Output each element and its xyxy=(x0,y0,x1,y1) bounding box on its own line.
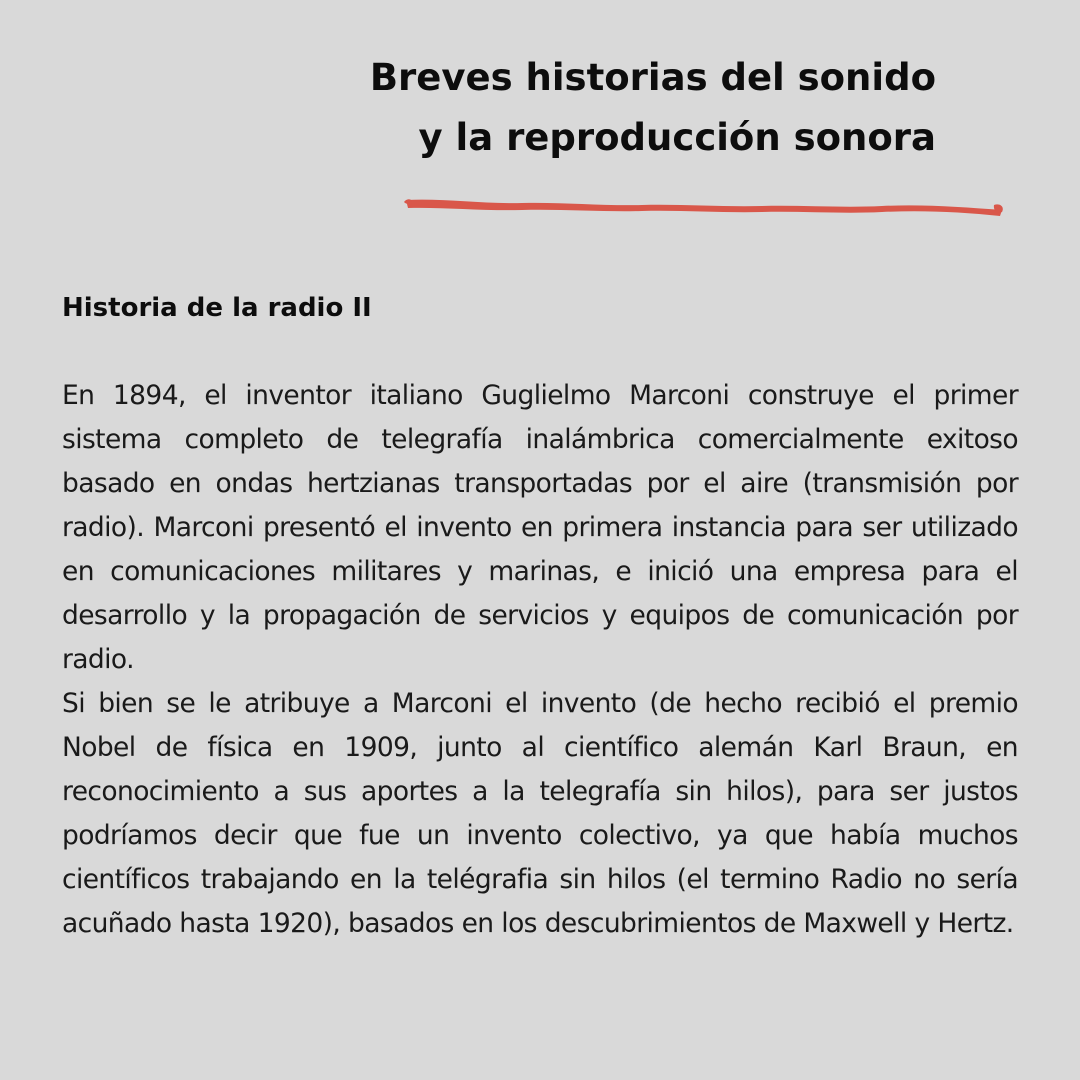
brush-stroke-path xyxy=(406,200,1002,216)
paragraph-2: Si bien se le atribuye a Marconi el invento (de hecho recibió el premio Nobel de física en 1909, junto al científico alemán Karl Braun, en reconocimiento a sus aportes a la telegrafía sin hilos), para ser justos podríamos decir que fue un invento colectivo, ya que había muchos científicos trabajando en la telégrafia sin hilos (el termino Radio no sería acuñado hasta 1920), basados en los descubrimientos de Maxwell y Hertz. xyxy=(62,688,1018,939)
paragraph-1: En 1894, el inventor italiano Guglielmo Marconi construye el primer sistema completo de telegrafía inalámbrica comercialmente exitoso basado en ondas hertzianas transportadas por el aire (transmisión por radio). Marconi presentó el invento en primera instancia para ser utilizado en comunicaciones militares y marinas, e inició una empresa para el desarrollo y la propagación de servicios y equipos de comunicación por radio. xyxy=(62,380,1018,675)
page-title-line-2: y la reproducción sonora xyxy=(418,116,936,159)
brush-stroke-divider xyxy=(402,188,1006,228)
page-title-line-1: Breves historias del sonido xyxy=(369,56,936,99)
section-heading: Historia de la radio II xyxy=(62,293,372,323)
page-title xyxy=(300,48,936,168)
article-body xyxy=(62,374,1018,946)
